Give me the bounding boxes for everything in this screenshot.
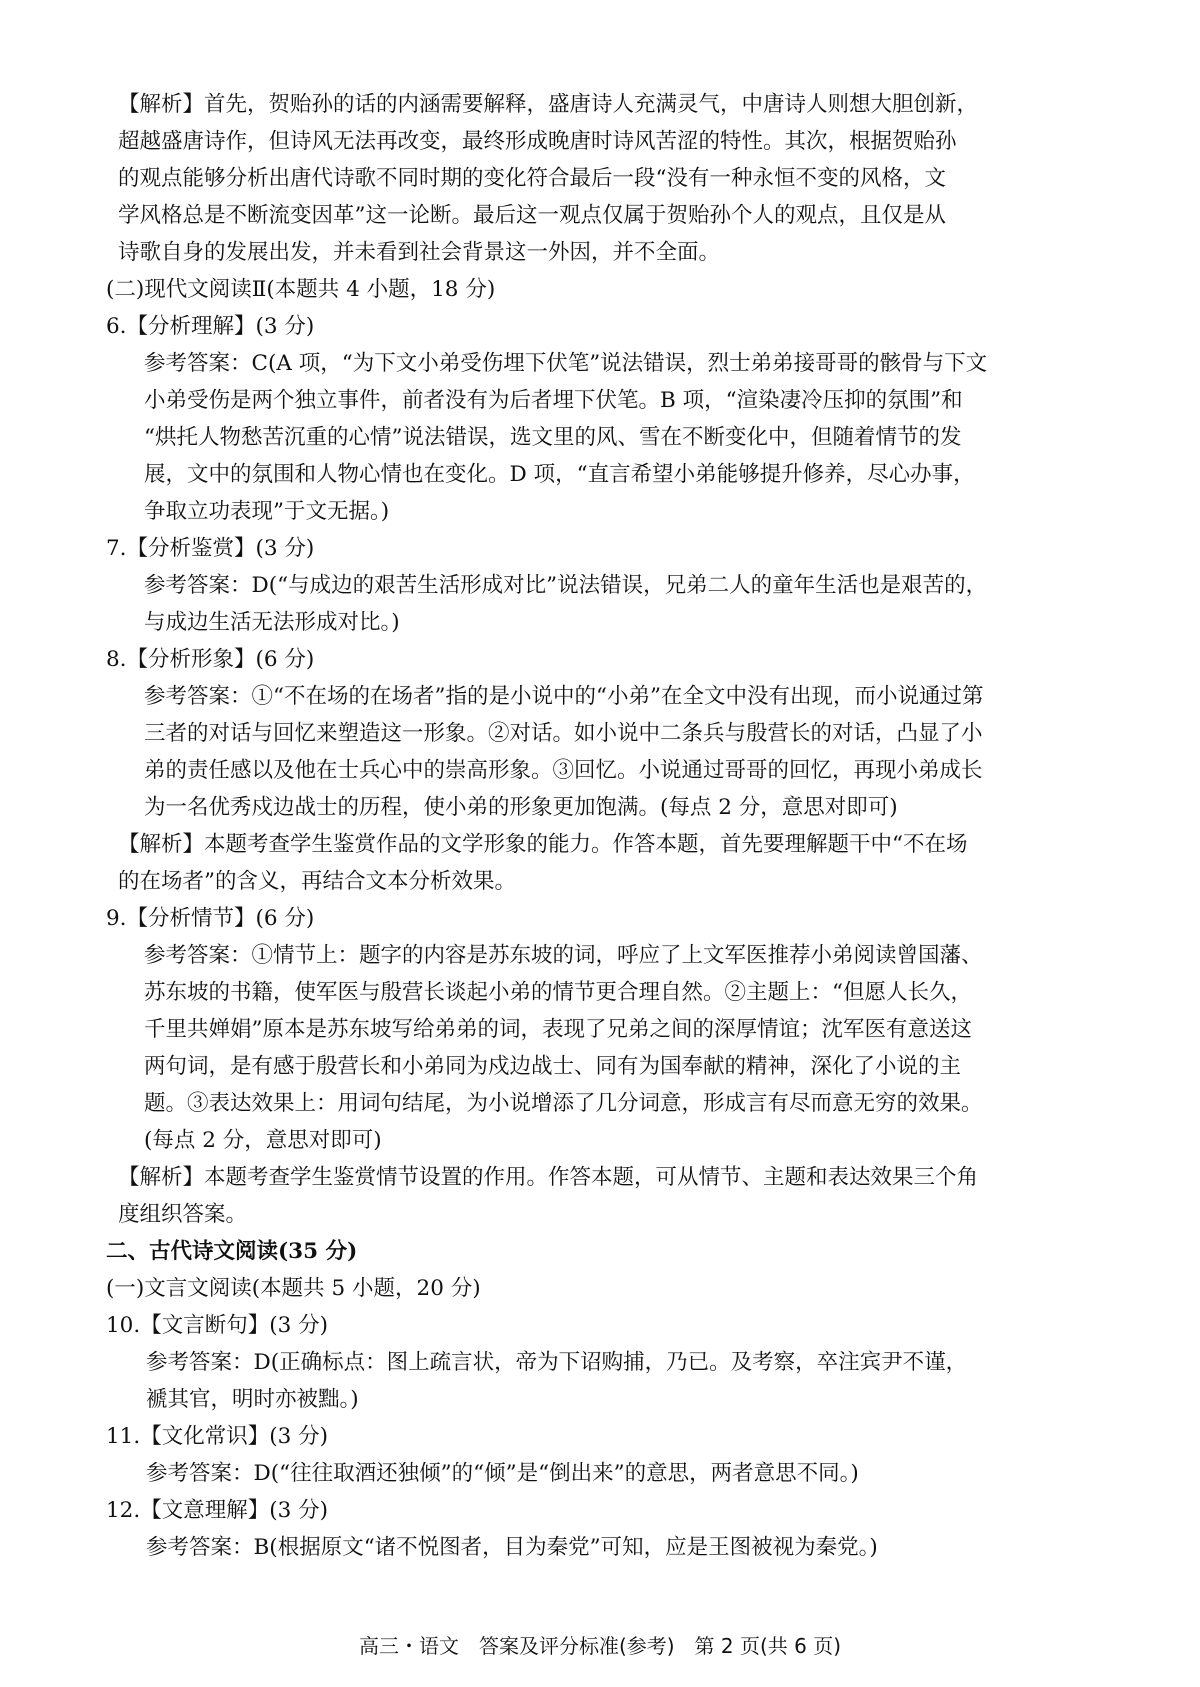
text-line: 苏东坡的书籍，使军医与殷营长谈起小弟的情节更合理自然。②主题上：“但愿人长久， <box>144 980 972 1005</box>
text-line: 与成边生活无法形成对比。) <box>144 610 400 635</box>
text-line: 参考答案：D(“往往取酒还独倾”的“倾”是“倒出来”的意思，两者意思不同。) <box>146 1461 859 1486</box>
text-line: 参考答案：①“不在场的在场者”指的是小说中的“小弟”在全文中没有出现，而小说通过第 <box>144 684 984 709</box>
text-line: 的观点能够分析出唐代诗歌不同时期的变化符合最后一段“没有一种永恒不变的风格，文 <box>118 166 946 191</box>
text-line: 参考答案：①情节上：题字的内容是苏东坡的词，呼应了上文军医推荐小弟阅读曾国藩、 <box>144 943 983 968</box>
question-11-title: 11.【文化常识】(3 分) <box>106 1424 328 1449</box>
text-line: 参考答案：D(“与成边的艰苦生活形成对比”说法错误，兄弟二人的童年生活也是艰苦的， <box>144 573 988 598</box>
text-line: 题。③表达效果上：用词句结尾，为小说增添了几分词意，形成言有尽而意无穷的效果。 <box>144 1091 983 1116</box>
text-line: 超越盛唐诗作，但诗风无法再改变，最终形成晚唐时诗风苦涩的特性。其次，根据贺贻孙 <box>118 129 957 154</box>
question-6-title: 6.【分析理解】(3 分) <box>106 314 315 339</box>
text-line: 为一名优秀戍边战士的历程，使小弟的形象更加饱满。(每点 2 分，意思对即可) <box>144 795 898 820</box>
text-line: 千里共婵娟”原本是苏东坡写给弟弟的词，表现了兄弟之间的深厚情谊；沈军医有意送这 <box>144 1017 972 1042</box>
text-line: 弟的责任感以及他在士兵心中的崇高形象。③回忆。小说通过哥哥的回忆，再现小弟成长 <box>144 758 983 783</box>
text-line: 褫其官，明时亦被黜。) <box>146 1387 359 1412</box>
text-line: 学风格总是不断流变因革”这一论断。最后这一观点仅属于贺贻孙个人的观点，且仅是从 <box>118 203 946 228</box>
question-8-answer <box>118 678 1103 826</box>
part-heading: 二、古代诗文阅读(35 分) <box>106 1239 358 1264</box>
question-7-title: 7.【分析鉴赏】(3 分) <box>106 536 315 561</box>
question-8-title: 8.【分析形象】(6 分) <box>106 647 315 672</box>
question-7-answer <box>118 567 1103 641</box>
question-12-title: 12.【文意理解】(3 分) <box>106 1498 328 1523</box>
text-line: 诗歌自身的发展出发，并未看到社会背景这一外因，并不全面。 <box>118 240 721 265</box>
question-9-title: 9.【分析情节】(6 分) <box>106 906 315 931</box>
text-line: 两句词，是有感于殷营长和小弟同为戍边战士、同有为国奉献的精神，深化了小说的主 <box>144 1054 962 1079</box>
text-line: 三者的对话与回忆来塑造这一形象。②对话。如小说中二条兵与殷营长的对话，凸显了小 <box>144 721 983 746</box>
question-10-title: 10.【文言断句】(3 分) <box>106 1313 328 1338</box>
text-line: 度组织答案。 <box>118 1202 248 1227</box>
text-line: 参考答案：B(根据原文“诸不悦图者，目为秦党”可知，应是王图被视为秦党。) <box>146 1535 878 1560</box>
page-footer: 高三・语文 答案及评分标准(参考) 第 2 页(共 6 页) <box>358 1634 842 1658</box>
text-line: 小弟受伤是两个独立事件，前者没有为后者埋下伏笔。B 项，“渲染凄冷压抑的氛围”和 <box>144 388 963 413</box>
text-line: 展，文中的氛围和人物心情也在变化。D 项，“直言希望小弟能够提升修养，尽心办事， <box>144 462 975 487</box>
text-line: 参考答案：C(A 项，“为下文小弟受伤埋下伏笔”说法错误，烈士弟弟接哥哥的骸骨与下文 <box>144 351 988 376</box>
question-11-answer <box>118 1455 1103 1492</box>
text-line: 【解析】首先，贺贻孙的话的内涵需要解释，盛唐诗人充满灵气，中唐诗人则想大胆创新， <box>118 92 979 117</box>
question-6-answer <box>118 345 1103 530</box>
question-8-analysis <box>118 826 1103 900</box>
document-body <box>106 86 1103 1566</box>
text-line: 的在场者”的含义，再结合文本分析效果。 <box>118 869 516 894</box>
text-line: 争取立功表现”于文无据。) <box>144 499 390 524</box>
text-line: (每点 2 分，意思对即可) <box>144 1128 382 1153</box>
subsection-heading: (一)文言文阅读(本题共 5 小题，20 分) <box>106 1276 481 1301</box>
text-line: “烘托人物愁苦沉重的心情”说法错误，选文里的风、雪在不断变化中，但随着情节的发 <box>144 425 962 450</box>
text-line: 【解析】本题考查学生鉴赏情节设置的作用。作答本题，可从情节、主题和表达效果三个角 <box>118 1165 979 1190</box>
question-12-answer <box>118 1529 1103 1566</box>
text-line: 【解析】本题考查学生鉴赏作品的文学形象的能力。作答本题，首先要理解题干中“不在场 <box>118 832 968 857</box>
text-line: 参考答案：D(正确标点：图上疏言状，帝为下诏购捕，乃已。及考察，卒注宾尹不谨， <box>146 1350 968 1375</box>
section-heading: (二)现代文阅读Ⅱ(本题共 4 小题，18 分) <box>106 277 496 302</box>
question-10-answer <box>118 1344 1103 1418</box>
question-9-analysis <box>118 1159 1103 1233</box>
analysis-paragraph <box>118 86 1103 271</box>
question-9-answer <box>118 937 1103 1159</box>
